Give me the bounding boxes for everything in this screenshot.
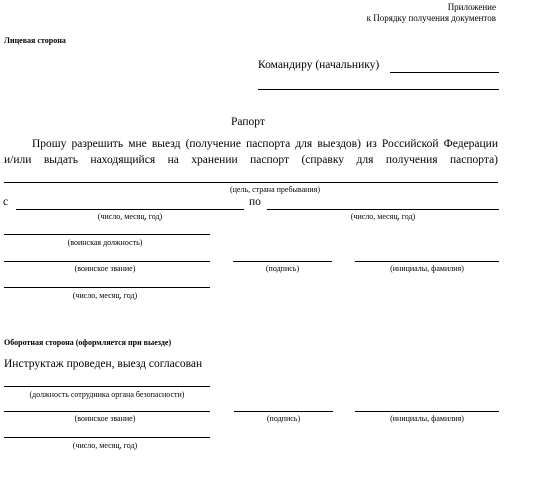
- request-text-line-1: Прошу разрешить мне выезд (получение паспорта для выездов) из Российской Федерации: [32, 138, 498, 150]
- report-title: Рапорт: [231, 116, 265, 128]
- date-from-prefix: с: [3, 196, 9, 208]
- security-officer-line: [4, 386, 210, 387]
- initials-line: [355, 261, 499, 262]
- purpose-line: [4, 182, 498, 183]
- date-from-caption: (число, месяц, год): [97, 212, 163, 221]
- back-date-caption: (число, месяц, год): [72, 441, 138, 450]
- purpose-caption: (цель, страна пребывания): [229, 185, 321, 194]
- addressee-label: Командиру (начальнику): [258, 59, 380, 71]
- appendix-reference: к Порядку получения документов: [366, 13, 496, 23]
- date-caption: (число, месяц, год): [72, 291, 138, 300]
- security-officer-caption: (должность сотрудника органа безопасности): [29, 390, 185, 399]
- back-side-label: Оборотная сторона (оформляется при выезде): [4, 338, 172, 347]
- request-text-line-2: и/или выдать находящийся на хранении паспорт (справку для получения паспорта): [4, 154, 498, 166]
- date-from-line: [16, 209, 244, 210]
- date-to-prefix: по: [249, 196, 261, 208]
- addressee-line-2: [258, 89, 499, 90]
- addressee-line-1: [390, 72, 499, 73]
- rank-line: [4, 261, 210, 262]
- position-caption: (воинская должность): [67, 238, 143, 247]
- front-side-label: Лицевая сторона: [4, 36, 66, 45]
- instruction-text: Инструктаж проведен, выезд согласован: [4, 358, 203, 370]
- date-to-caption: (число, месяц, год): [350, 212, 416, 221]
- back-rank-line: [4, 411, 210, 412]
- back-rank-caption: (воинское звание): [74, 414, 136, 423]
- back-initials-caption: (инициалы, фамилия): [390, 414, 464, 423]
- position-line: [4, 234, 210, 235]
- date-to-line: [267, 209, 499, 210]
- signature-caption: (подпись): [265, 264, 300, 273]
- back-signature-caption: (подпись): [266, 414, 301, 423]
- back-signature-line: [234, 411, 333, 412]
- back-date-line: [4, 437, 210, 438]
- signature-line: [233, 261, 332, 262]
- initials-caption: (инициалы, фамилия): [390, 264, 464, 273]
- appendix-label: Приложение: [447, 2, 496, 12]
- back-initials-line: [355, 411, 499, 412]
- date-line: [4, 287, 210, 288]
- rank-caption: (воинское звание): [74, 264, 136, 273]
